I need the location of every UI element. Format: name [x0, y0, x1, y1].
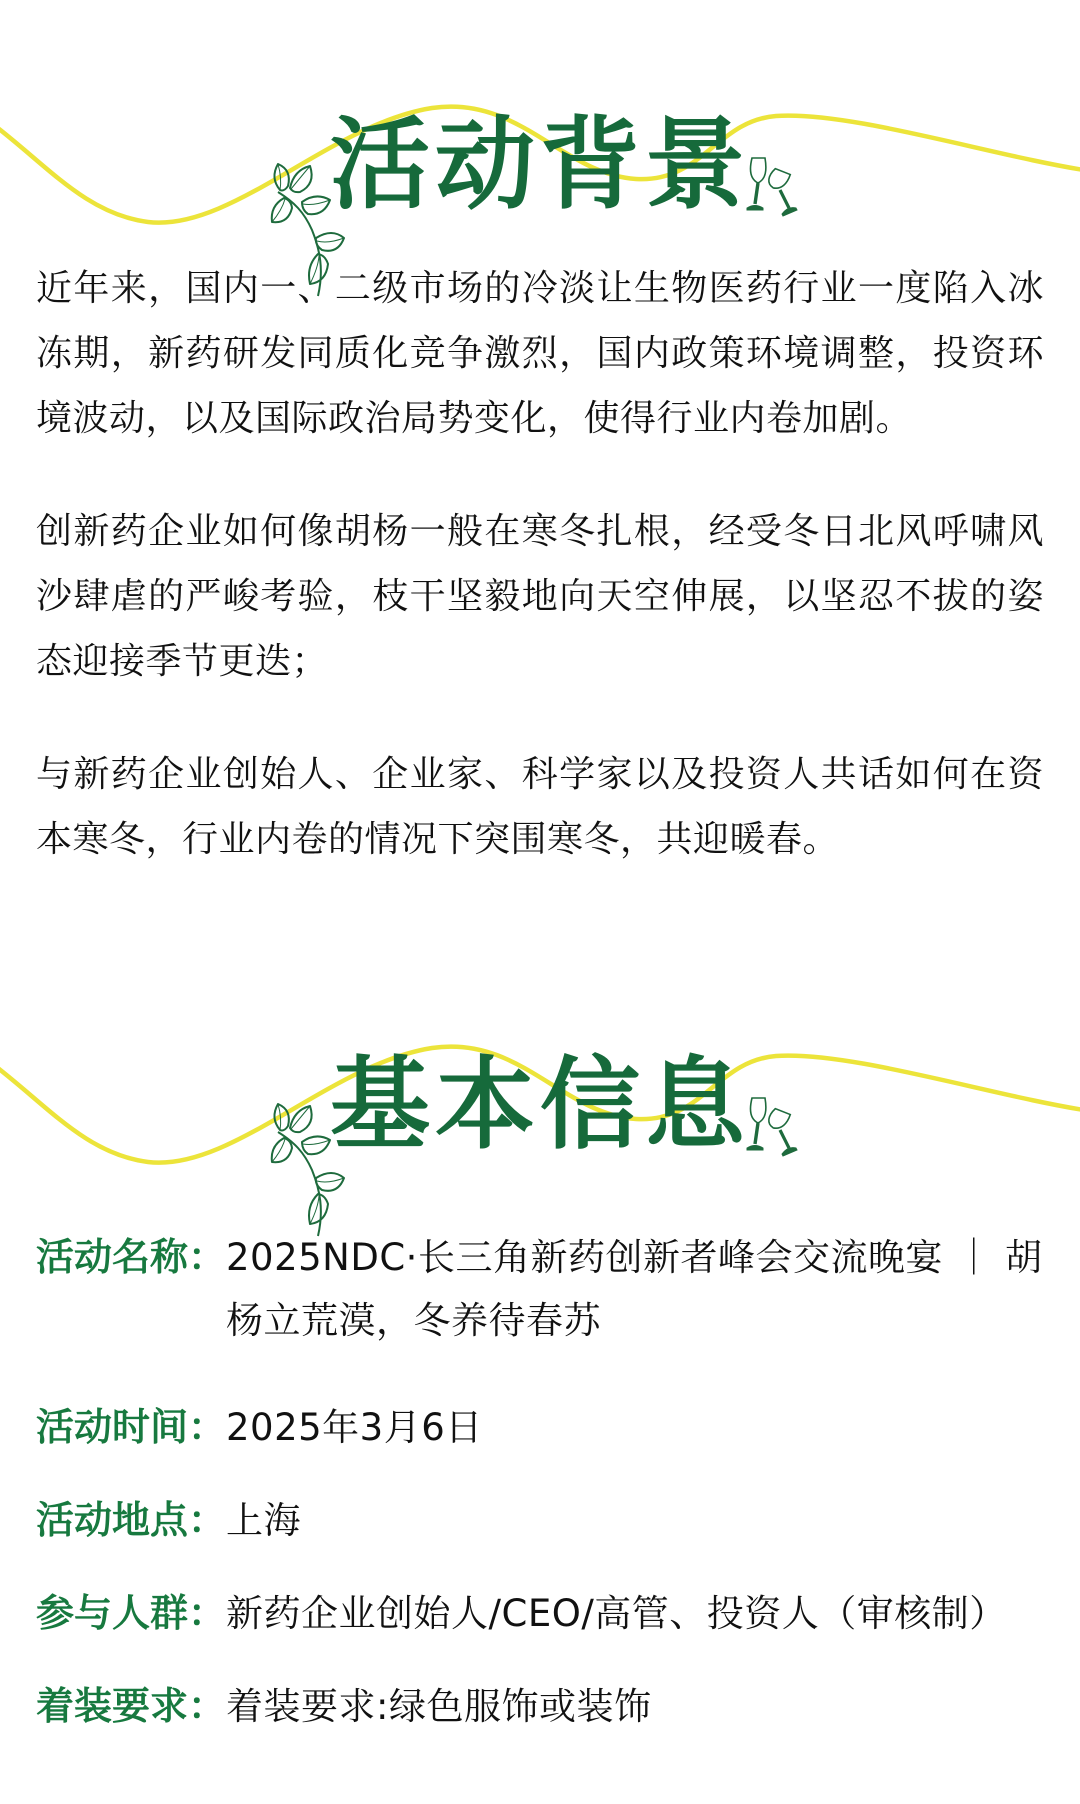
info-value-event-location: 上海 [226, 1499, 302, 1542]
event-background-text [0, 256, 1080, 872]
info-value-event-name: 2025NDC·长三角新药创新者峰会交流晚宴 ｜ 胡杨立荒漠，冬养待春苏 [226, 1236, 1043, 1342]
info-value-event-time: 2025年3月6日 [226, 1406, 483, 1449]
paragraph-market-freeze: 近年来，国内一、二级市场的冷淡让生物医药行业一度陷入冰冻期，新药研发同质化竞争激烈，国内政策环境调整，投资环境波动，以及国际政治局势变化，使得行业内卷加剧。 [36, 268, 1044, 439]
info-label-event-location: 活动地点： [36, 1498, 227, 1542]
event-background-header [0, 78, 1080, 250]
info-row-event-name [36, 1226, 1050, 1352]
paragraph-dialogue-goal: 与新药企业创始人、企业家、科学家以及投资人共话如何在资本寒冬，行业内卷的情况下突围寒冬，共迎暖春。 [36, 754, 1044, 860]
info-label-event-name: 活动名称： [36, 1235, 227, 1279]
info-row-event-time [36, 1396, 1050, 1459]
event-background-section [0, 78, 1080, 920]
info-label-participants: 参与人群： [36, 1591, 227, 1635]
info-value-dress-code: 着装要求:绿色服饰或装饰 [226, 1685, 652, 1728]
basic-info-list [0, 1226, 1080, 1738]
paragraph-populus-metaphor: 创新药企业如何像胡杨一般在寒冬扎根，经受冬日北风呼啸风沙肆虐的严峻考验，枝干坚毅地向天空伸展，以坚忍不拔的姿态迎接季节更迭； [36, 511, 1044, 682]
info-label-dress-code: 着装要求： [36, 1684, 227, 1728]
info-row-event-location [36, 1489, 1050, 1552]
info-label-event-time: 活动时间： [36, 1405, 227, 1449]
info-row-participants [36, 1582, 1050, 1645]
section-title-event-background: 活动背景 [330, 105, 750, 223]
champagne-glasses-icon [742, 156, 798, 220]
section-title-basic-info: 基本信息 [330, 1045, 750, 1163]
info-value-participants: 新药企业创始人/CEO/高管、投资人（审核制） [226, 1592, 1007, 1635]
champagne-glasses-icon [742, 1096, 798, 1160]
info-row-dress-code [36, 1675, 1050, 1738]
basic-info-header [0, 1018, 1080, 1190]
basic-info-section [0, 1018, 1080, 1768]
